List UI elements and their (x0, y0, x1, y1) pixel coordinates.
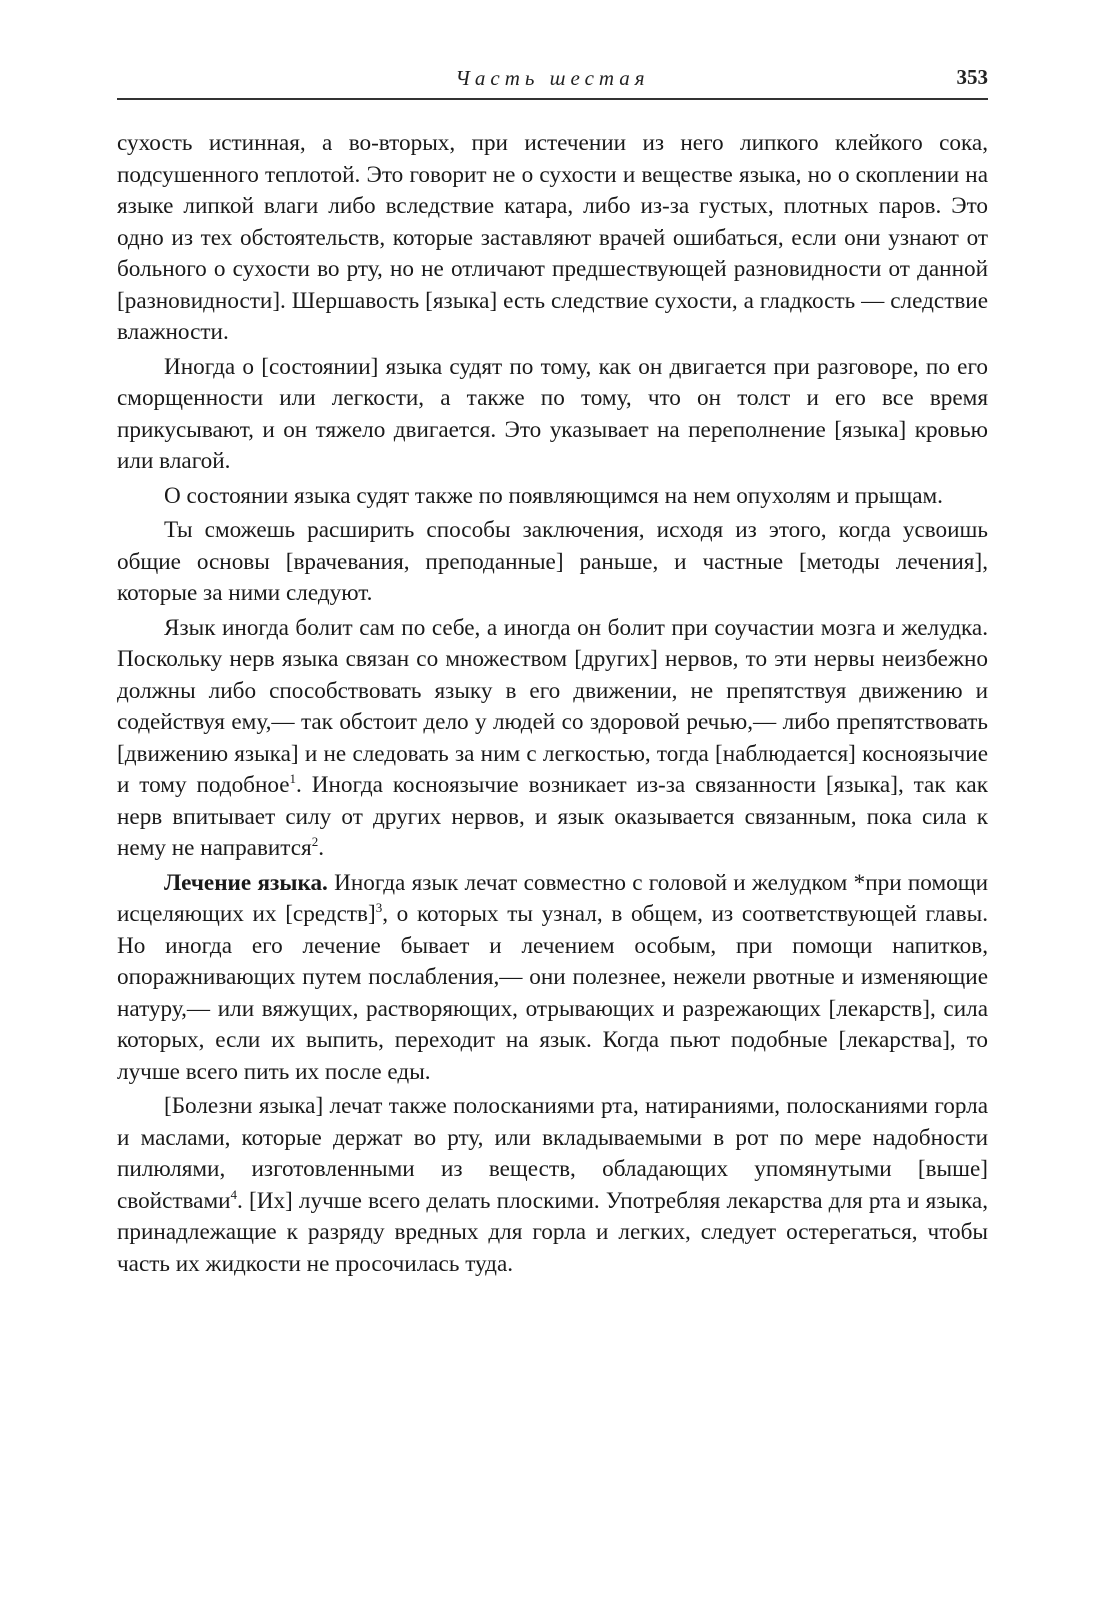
paragraph-swellings (117, 481, 988, 513)
paragraph-text: . Иногда косноязычие возникает из-за связанности [языка], так как нерв впитывает силу от других нервов, и язык оказывается связанным, пока сила к нему не направится (117, 772, 988, 861)
paragraph-conclusions (117, 515, 988, 610)
paragraph-text: Иногда о [состоянии] языка судят по тому, как он двигается при разговоре, по его сморщенности или легкости, а также по тому, что он толст и его все время прикусывают, и он тяжело двигается. Это указывает на переполнение [языка] кровью или влагой. (117, 353, 988, 474)
paragraph-treatment (117, 868, 988, 1089)
paragraph-text: . [Их] лучше всего делать плоскими. Употребляя лекарства для рта и языка, принадлежащие к разряду вредных для горла и легких, следует остерегаться, чтобы часть их жидкости не просочилась туда. (117, 1187, 988, 1277)
paragraph-text: Ты сможешь расширить способы заключения, исходя из этого, когда усвоишь общие основы [врачевания, преподанные] раньше, и частные [методы лечения], которые за ними следуют. (117, 517, 988, 606)
paragraph-rinsing (117, 1091, 988, 1280)
footnote-ref: 4 (230, 1186, 238, 1202)
body-text (117, 128, 988, 1283)
paragraph-tongue-pain (117, 613, 988, 865)
paragraph-text: . (318, 835, 324, 861)
page-number: 353 (956, 65, 988, 89)
section-heading: Лечение языка. (164, 869, 328, 896)
footnote-ref: 3 (375, 900, 383, 915)
header-rule (117, 98, 988, 100)
paragraph-text: , о которых ты узнал, в общем, из соответствующей главы. Но иногда его лечение бывает и лечением особым, при помощи напитков, опоражнивающих путем послабления,— они полезнее, нежели рвотные и изменяющие натуру,— или вяжущих, растворяющих, отрывающих и разрежающих [лекарств], сила которых, если их выпить, переходит на язык. Когда пьют подобные [лекарства], то лучше всего пить их после еды. (117, 901, 988, 1085)
footnote-ref: 1 (289, 771, 297, 786)
paragraph-text: сухость истинная, а во-вторых, при истечении из него липкого клейкого сока, подсушенного теплотой. Это говорит не о сухости и веществе языка, но о скоплении на языке липкой влаги либо вследствие катара, либо из-за густых, плотных паров. Это одно из тех обстоятельств, которые заставляют врачей ошибаться, если они узнают от больного о сухости во рту, но не отличают предшествующей разновидности от данной [разновидности]. Шершавость [языка] есть следствие сухости, а гладкость — следствие влажности. (117, 130, 988, 345)
paragraph-text: Язык иногда болит сам по себе, а иногда он болит при соучастии мозга и желудка. Поскольку нерв языка связан со множеством [других] нервов, то эти нервы неизбежно должны либо способствовать языку в его движении, не препятствуя движению и содействуя ему,— так обстоит дело у людей со здоровой речью,— либо препятствовать [движению языка] и не следовать за ним с легкостью, тогда [наблюдается] косноязычие и тому подобное (117, 614, 988, 798)
paragraph-text: [Болезни языка] лечат также полосканиями рта, натираниями, полосканиями горла и маслами, которые держат во рту, или вкладываемыми в рот по мере надобности пилюлями, изготовленными из веществ, обладающих упомянутыми [выше] свойствами (117, 1093, 988, 1214)
paragraph-text: О состоянии языка судят также по появляющимся на нем опухолям и прыщам. (164, 482, 943, 509)
footnote-ref: 2 (311, 834, 319, 849)
paragraph-dryness (117, 128, 988, 349)
running-title: Часть шестая (455, 66, 650, 90)
page-header (117, 62, 988, 98)
paragraph-text: Иногда язык лечат совместно с головой и желудком *при помощи исцеляющих их [средств] (117, 869, 988, 927)
paragraph-movement (117, 352, 988, 478)
